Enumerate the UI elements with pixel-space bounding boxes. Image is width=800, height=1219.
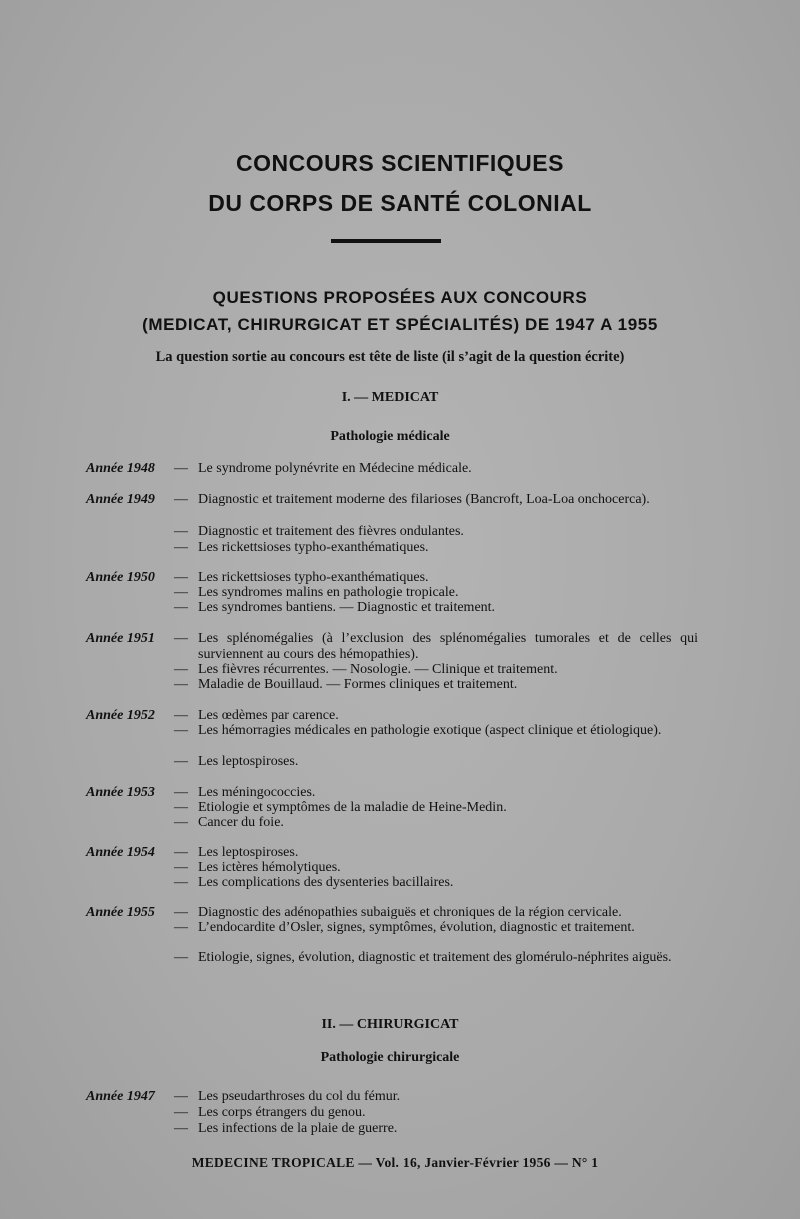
question-item: — Les syndromes bantiens. — Diagnostic et traitement.	[174, 600, 496, 615]
question-item: — Etiologie, signes, évolution, diagnostic et traitement des glomérulo-néphrites aiguës.	[174, 950, 672, 965]
year-label: Année 1953	[86, 785, 155, 800]
question-item: — Les splénomégalies (à l’exclusion des splénomégalies tumorales et de celles qui surviennent au cours des hémopathies).	[174, 631, 698, 662]
question-item: — Diagnostic et traitement des fièvres ondulantes.	[174, 524, 464, 539]
question-item: — Les syndromes malins en pathologie tropicale.	[174, 585, 459, 600]
year-label: Année 1950	[86, 570, 155, 585]
section-heading-chirurgicat: II. — CHIRURGICAT	[321, 1017, 459, 1032]
question-item: — Les rickettsioses typho-exanthématiques.	[174, 570, 429, 585]
intro-note: La question sortie au concours est tête de liste (il s’agit de la question écrite)	[155, 349, 625, 365]
main-title-line-1: CONCOURS SCIENTIFIQUES	[236, 150, 564, 176]
question-item: — Les corps étrangers du genou.	[174, 1105, 366, 1120]
subtitle-line-2: (MEDICAT, CHIRURGICAT ET SPÉCIALITÉS) DE 1947 A 1955	[142, 315, 658, 334]
question-item: — Les hémorragies médicales en pathologie exotique (aspect clinique et étiologique).	[174, 723, 662, 738]
question-item: — Les leptospiroses.	[174, 845, 299, 860]
year-label: Année 1954	[86, 845, 155, 860]
question-item: — Diagnostic et traitement moderne des filarioses (Bancroft, Loa-Loa onchocerca).	[174, 492, 650, 507]
year-label: Année 1947	[86, 1089, 155, 1104]
question-item: — L’endocardite d’Osler, signes, symptômes, évolution, diagnostic et traitement.	[174, 920, 635, 935]
question-item: — Etiologie et symptômes de la maladie de Heine-Medin.	[174, 800, 507, 815]
question-item: — Les œdèmes par carence.	[174, 708, 339, 723]
subsection-pathologie-chirurgicale: Pathologie chirurgicale	[320, 1050, 460, 1065]
question-item: — Les complications des dysenteries bacillaires.	[174, 875, 454, 890]
question-item: — Les leptospiroses.	[174, 754, 299, 769]
year-label: Année 1949	[86, 492, 155, 507]
question-item: — Les méningococcies.	[174, 785, 316, 800]
section-heading-medicat: I. — MEDICAT	[341, 390, 439, 405]
question-item: — Le syndrome polynévrite en Médecine médicale.	[174, 461, 472, 476]
question-item: — Les ictères hémolytiques.	[174, 860, 341, 875]
question-item: — Diagnostic des adénopathies subaiguës et chroniques de la région cervicale.	[174, 905, 622, 920]
subsection-pathologie-medicale: Pathologie médicale	[330, 429, 450, 444]
journal-footer: MEDECINE TROPICALE — Vol. 16, Janvier-Février 1956 — N° 1	[191, 1155, 599, 1170]
year-label: Année 1951	[86, 631, 155, 646]
question-item: — Maladie de Bouillaud. — Formes cliniques et traitement.	[174, 677, 518, 692]
question-item: — Les infections de la plaie de guerre.	[174, 1121, 398, 1136]
year-label: Année 1952	[86, 708, 155, 723]
main-title-line-2: DU CORPS DE SANTÉ COLONIAL	[208, 190, 592, 216]
question-item: — Les rickettsioses typho-exanthématiques.	[174, 540, 429, 555]
title-divider	[331, 239, 441, 243]
question-item: — Les fièvres récurrentes. — Nosologie. — Clinique et traitement.	[174, 662, 558, 677]
question-item: — Cancer du foie.	[174, 815, 284, 830]
subtitle-line-1: QUESTIONS PROPOSÉES AUX CONCOURS	[212, 288, 588, 307]
question-item: — Les pseudarthroses du col du fémur.	[174, 1089, 401, 1104]
year-label: Année 1948	[86, 461, 155, 476]
year-label: Année 1955	[86, 905, 155, 920]
